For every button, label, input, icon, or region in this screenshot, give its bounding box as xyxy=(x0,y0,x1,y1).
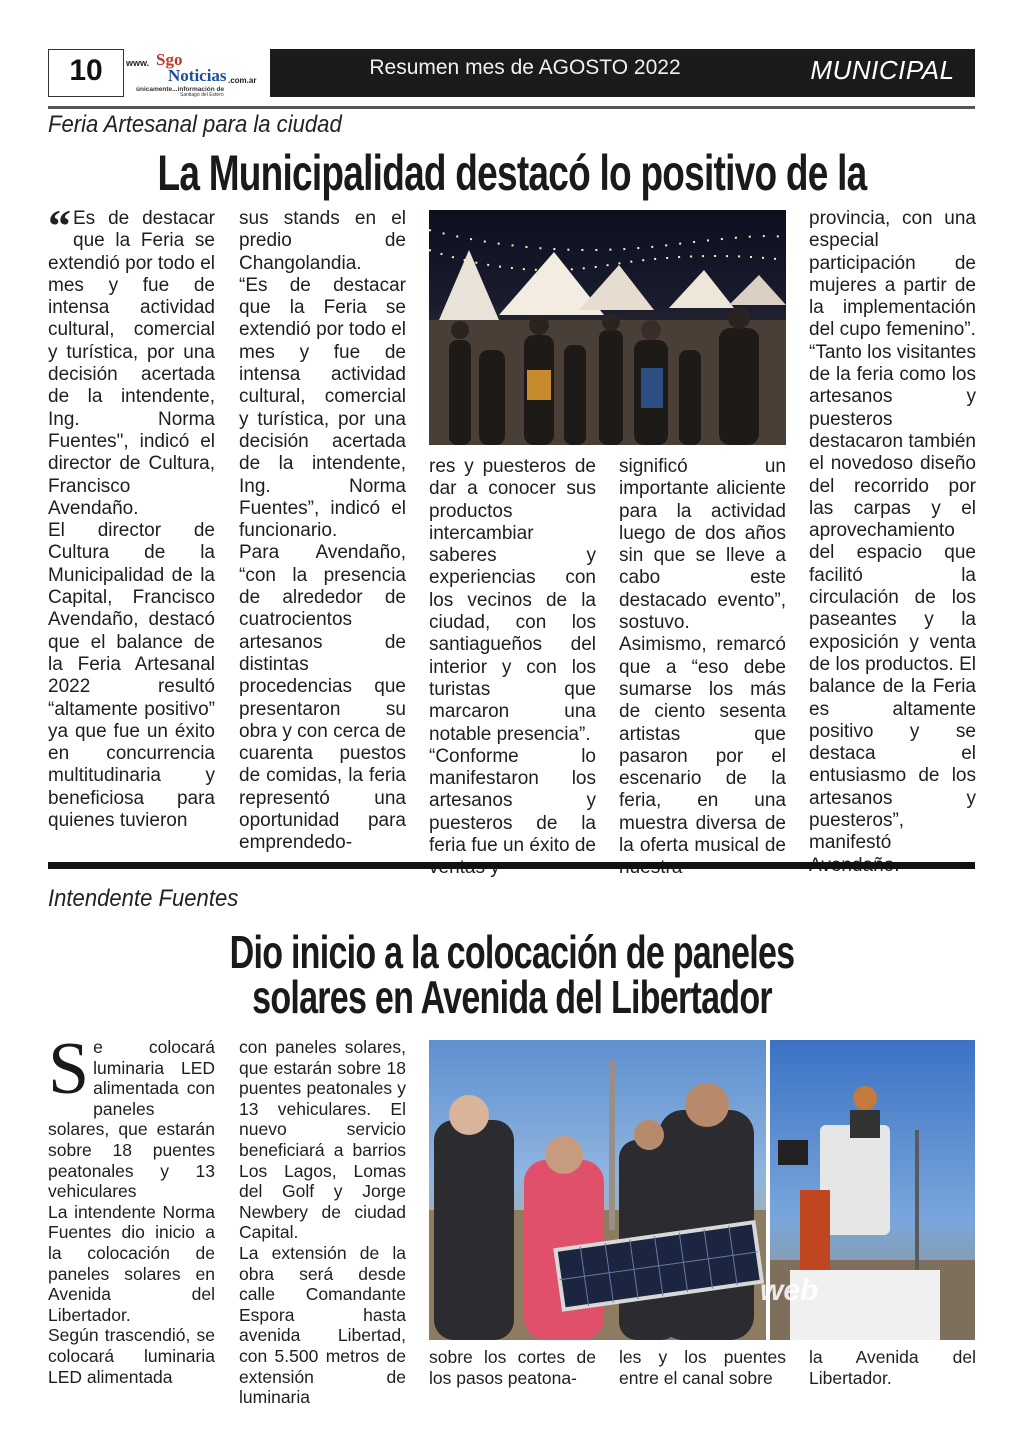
article1-column-3 xyxy=(429,456,596,880)
article2-column-1 xyxy=(48,1028,215,1387)
article1-column-2 xyxy=(239,208,406,855)
logo-domain: .com.ar xyxy=(228,76,257,85)
section-divider xyxy=(48,862,975,869)
article1-kicker: Feria Artesanal para la ciudad xyxy=(48,111,342,138)
paragraph: res y puesteros de dar a conocer sus productos intercambiar saberes y experiencias con los vecinos de la ciudad, con los santiagueños del interior y con los turistas que marcaron una notable presencia”. xyxy=(429,456,596,745)
article1-column-4 xyxy=(619,456,786,880)
feria-photo-illustration xyxy=(429,210,786,445)
article2-kicker: Intendente Fuentes xyxy=(48,885,239,912)
issue-title: Resumen mes de AGOSTO 2022 xyxy=(369,56,681,79)
paragraph: Es de destacar que la Feria se extendió por todo el mes y fue de intensa actividad cultural, comercial y turística, por una decisión acertada de la intendente, Ing. Norma Fuentes", indicó el director de Cultura, Francisco Avendaño. xyxy=(48,208,215,519)
paragraph: “Tanto los visitantes de la feria como los artesanos y puesteros destacaron también el novedoso diseño del recorrido por las carpas y el aprovechamiento del espacio que facilitó la circulación de los paseantes y la exposición y venta de los productos. El balance de la Feria es altamente positivo y se destaca el entusiasmo de los artesanos y puesteros”, manifestó xyxy=(809,341,976,854)
paragraph: sus stands en el predio de Changolandia. xyxy=(239,208,406,274)
paragraph: e colocará luminaria LED alimentada con paneles solares, que estarán sobre 18 puentes peatonales y 13 vehiculares xyxy=(48,1037,215,1202)
article1-headline: La Municipalidad destacó lo positivo de la xyxy=(157,145,867,201)
paragraph: significó un importante aliciente para la actividad luego de dos años sin que se lleve a cabo este destacado evento”, sostuvo. xyxy=(619,456,786,634)
article2-headline-line2: solares en Avenida del Libertador xyxy=(252,971,772,1023)
quote-mark-icon: “ xyxy=(48,200,71,251)
logo-www: www. xyxy=(126,58,150,68)
section-label: MUNICIPAL xyxy=(810,55,955,85)
paragraph: La extensión de la obra será desde calle Comandante Espora hasta avenida Libertad, con 5.500 metros de extensión de luminaria xyxy=(239,1242,406,1408)
page-number: 10 xyxy=(69,54,103,87)
logo-noticias: Noticias xyxy=(168,66,227,85)
article1-column-1 xyxy=(48,200,215,832)
logo-tagline: únicamente...información de xyxy=(136,86,225,93)
article1-column-5 xyxy=(809,208,976,877)
paragraph: Según trascendió, se colocará luminaria LED alimentada xyxy=(48,1325,215,1387)
paragraph: con paneles solares, que estarán sobre 18 puentes peatonales y 13 vehiculares. El nuevo servicio beneficiará a barrios Los Lagos, Lomas del Golf y Jorge Newbery de ciudad Capital. xyxy=(239,1037,406,1243)
article2-column-3: sobre los cortes de los pasos peatona- xyxy=(429,1347,596,1388)
feria-night-photo xyxy=(429,210,786,445)
paragraph: Para Avendaño, “con la presencia de alrededor de cuatrocientos artesanos de distintas procedencias que presentaron su obra y con cerca de cuarenta puestos de comidas, la feria representó una oportunidad para emprendedo- xyxy=(239,542,406,854)
article2-column-5: la Avenida del Libertador. xyxy=(809,1347,976,1388)
paragraph: “Conforme lo manifestaron los artesanos y puesteros de la feria fue un éxito de xyxy=(429,745,596,857)
article2-headline-line1: Dio inicio a la colocación de paneles xyxy=(229,926,795,978)
logo-tagline-place: Santiago del Estero xyxy=(180,92,224,98)
paragraph: Asimismo, remarcó que a “eso debe sumarse los más de ciento sesenta artistas que pasaron por el escenario de la feria, en una muestra diversa de la oferta musical de xyxy=(619,634,786,857)
paragraph: El director de Cultura de la Municipalidad de la Capital, Francisco Avendaño, destacó que el balance de la Feria Artesanal 2022 resultó “altamente positivo” ya que fue un éxito en concurrencia multitudinaria y beneficiosa para quienes tuvieron xyxy=(48,520,215,832)
paragraph: provincia, con una especial participación de mujeres a partir de la implementación del cupo femenino”. xyxy=(809,208,976,341)
watermark-text: web xyxy=(760,1274,819,1307)
solar-panel-photo-illustration xyxy=(429,1040,766,1340)
paragraph: “Es de destacar que la Feria se extendió por todo el mes y fue de intensa actividad cultural, comercial y turística, por una decisión acertada de la intendente, Ing. Norma Fuentes”, indicó el funcionario. xyxy=(239,274,406,542)
drop-cap: S xyxy=(48,1028,90,1110)
paragraph: La intendente Norma Fuentes dio inicio a la colocación de paneles solares en Avenida del Libertador. xyxy=(48,1201,215,1325)
article2-column-4: les y los puentes entre el canal sobre xyxy=(619,1347,786,1388)
solar-panel-photo xyxy=(429,1040,766,1340)
article2-column-2 xyxy=(239,1037,406,1408)
logo-sgo: Sgo xyxy=(156,50,183,69)
header-rule xyxy=(48,106,975,109)
